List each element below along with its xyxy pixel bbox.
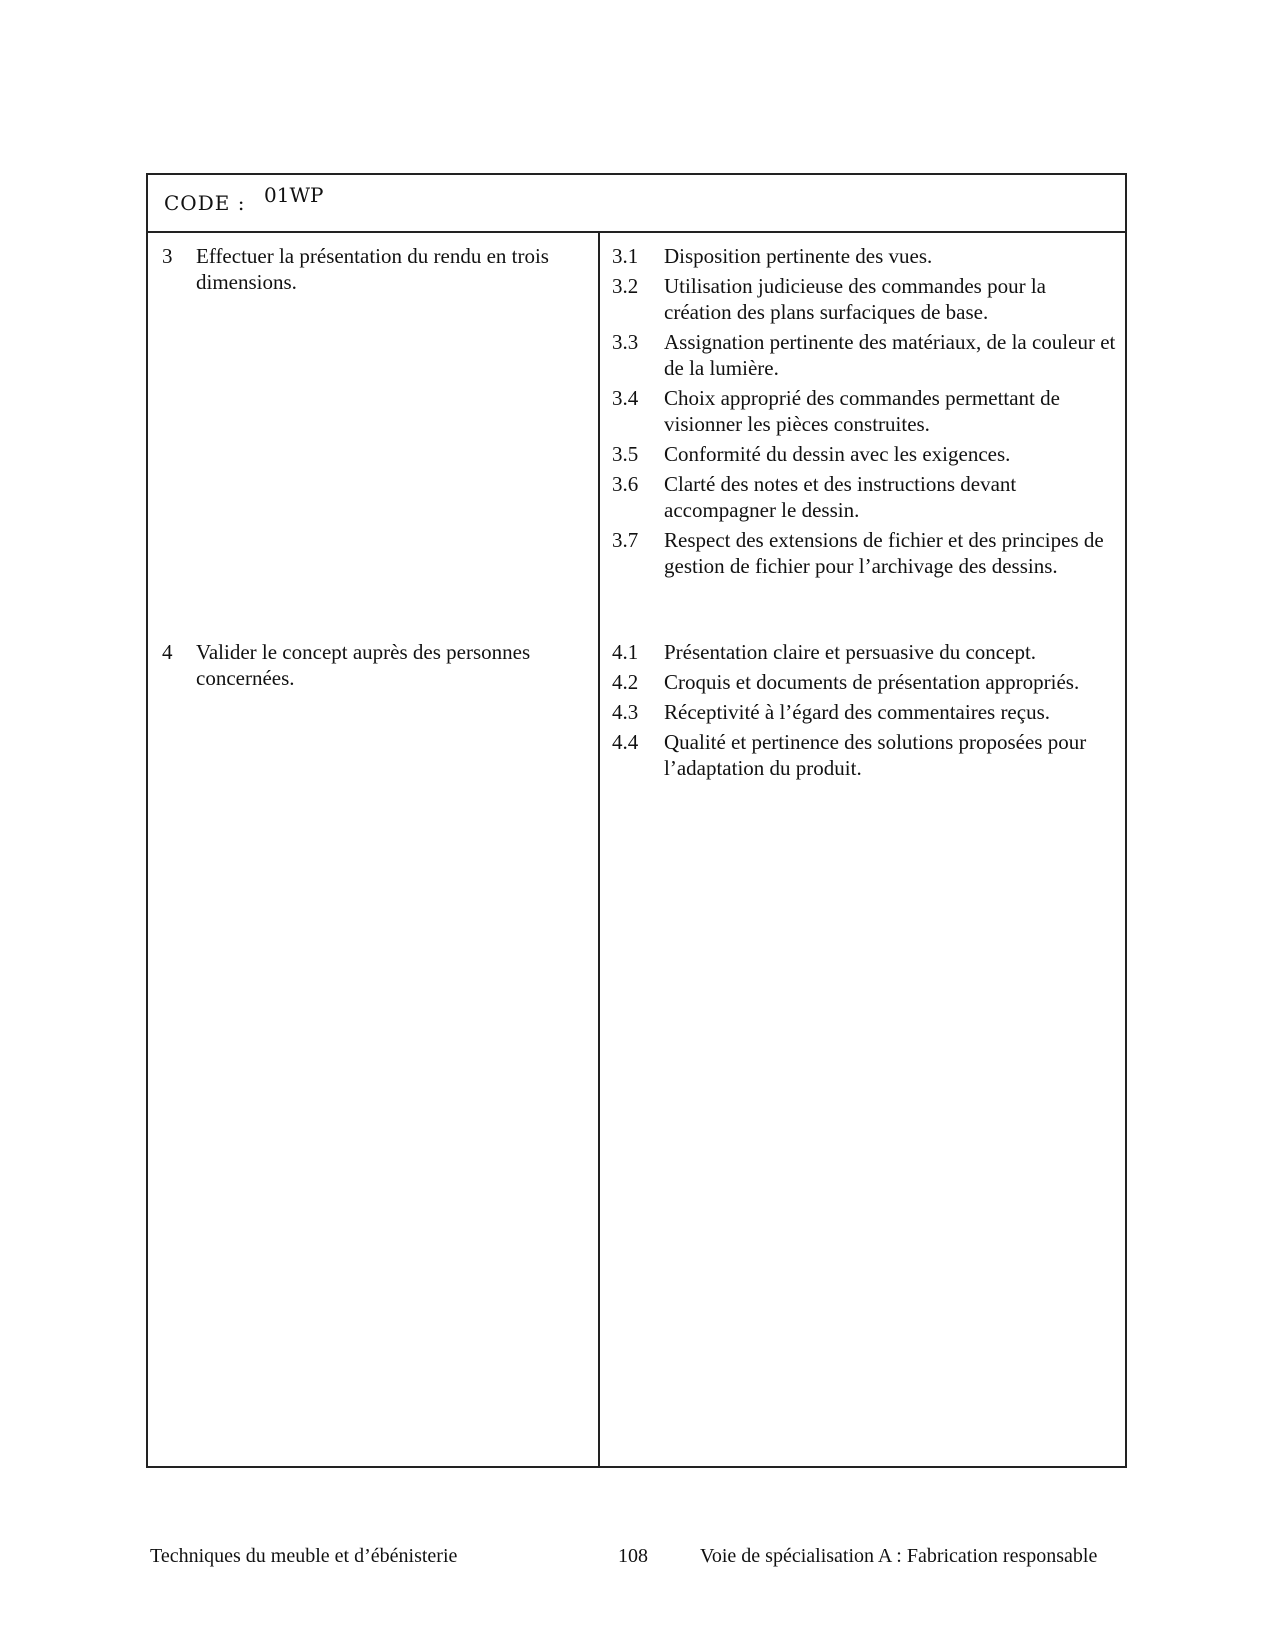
criterion-number: 3.5: [612, 442, 639, 466]
criterion-text: Présentation claire et persuasive du concept.: [664, 640, 1037, 664]
competency-table: [146, 173, 1127, 1468]
criterion-text: Croquis et documents de présentation appropriés.: [664, 670, 1080, 694]
criterion: [612, 385, 1117, 437]
criterion-number: 3.2: [612, 274, 639, 298]
criterion-number: 3.4: [612, 386, 639, 410]
criterion-number: 4.1: [612, 640, 639, 664]
element-4: [162, 639, 587, 691]
element-number: 4: [162, 640, 173, 664]
criterion: [612, 273, 1117, 325]
criterion-number: 4.4: [612, 730, 639, 754]
criterion-number: 4.3: [612, 700, 639, 724]
criteria-group-3: [612, 243, 1117, 583]
criterion: [612, 699, 1117, 725]
footer-page-number: 108: [618, 1545, 648, 1567]
criterion-text: Clarté des notes et des instructions devant accompagner le dessin.: [664, 472, 1017, 522]
element-number: 3: [162, 244, 173, 268]
criterion-text: Conformité du dessin avec les exigences.: [664, 442, 1011, 466]
criterion-text: Qualité et pertinence des solutions proposées pour l’adaptation du produit.: [664, 730, 1087, 780]
criterion-text: Utilisation judicieuse des commandes pour la création des plans surfaciques de base.: [664, 274, 1046, 324]
criterion: [612, 441, 1117, 467]
footer-program-title: Techniques du meuble et d’ébénisterie: [150, 1545, 458, 1567]
column-divider: [598, 231, 600, 1466]
criterion: [612, 329, 1117, 381]
criterion: [612, 729, 1117, 781]
criterion-text: Assignation pertinente des matériaux, de la couleur et de la lumière.: [664, 330, 1116, 380]
criterion-text: Disposition pertinente des vues.: [664, 244, 933, 268]
element-text: Valider le concept auprès des personnes concernées.: [196, 640, 531, 690]
code-row: [148, 175, 1125, 233]
code-label: CODE :: [164, 191, 246, 215]
criterion: [612, 243, 1117, 269]
element-text: Effectuer la présentation du rendu en trois dimensions.: [196, 244, 549, 294]
footer-specialization: Voie de spécialisation A : Fabrication responsable: [700, 1545, 1098, 1567]
criterion-number: 3.7: [612, 528, 639, 552]
criterion-number: 3.3: [612, 330, 639, 354]
criteria-group-4: [612, 639, 1117, 785]
criterion-number: 3.6: [612, 472, 639, 496]
criterion-text: Réceptivité à l’égard des commentaires reçus.: [664, 700, 1050, 724]
code-value: 01WP: [264, 183, 324, 207]
criterion: [612, 639, 1117, 665]
criterion: [612, 471, 1117, 523]
criterion-number: 4.2: [612, 670, 639, 694]
criterion: [612, 669, 1117, 695]
criterion: [612, 527, 1117, 579]
element-3: [162, 243, 587, 295]
criterion-number: 3.1: [612, 244, 639, 268]
criterion-text: Choix approprié des commandes permettant de visionner les pièces construites.: [664, 386, 1060, 436]
criterion-text: Respect des extensions de fichier et des principes de gestion de fichier pour l’archivage des dessins.: [664, 528, 1104, 578]
